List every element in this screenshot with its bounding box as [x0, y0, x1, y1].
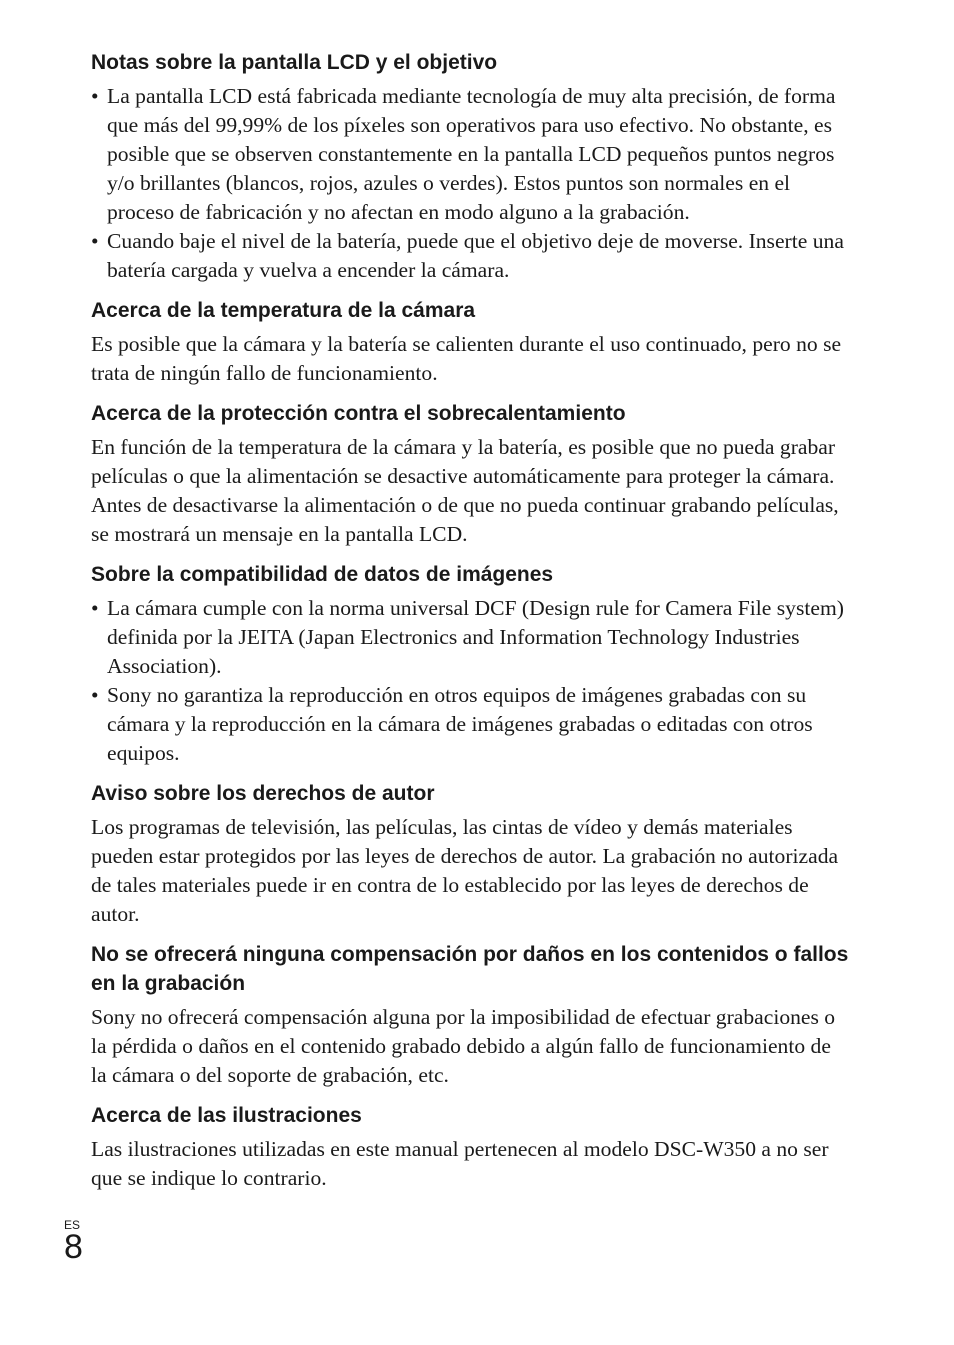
paragraph: En función de la temperatura de la cámara y la batería, es posible que no pueda grabar películas o que la alimentación se desactive automáticamente para proteger la cámara. [91, 435, 836, 488]
section-heading: Acerca de las ilustraciones [91, 1104, 362, 1127]
list-item-text: La cámara cumple con la norma universal DCF (Design rule for Camera File system) definida por la JEITA (Japan Electronics and Information Technology Industries Association). [107, 596, 844, 678]
section-heading: Notas sobre la pantalla LCD y el objetivo [91, 51, 498, 74]
bullet-list [91, 594, 851, 768]
paragraph: Sony no ofrecerá compensación alguna por la imposibilidad de efectuar grabaciones o la pérdida o daños en el contenido grabado debido a algún fallo de funcionamiento de la cámara o del soporte de grabación, etc. [91, 1005, 836, 1087]
section-heading: No se ofrecerá ninguna compensación por daños en los contenidos o fallos en la grabación [91, 943, 849, 995]
list-item-text: Sony no garantiza la reproducción en otros equipos de imágenes grabadas con su cámara y la reproducción en la cámara de imágenes grabadas o editadas con otros equipos. [107, 683, 813, 765]
section-heading: Acerca de la temperatura de la cámara [91, 299, 476, 322]
paragraph: Los programas de televisión, las películas, las cintas de vídeo y demás materiales pueden estar protegidos por las leyes de derechos de autor. La grabación no autorizada de tales materiales puede ir en contra de lo establecido por las leyes de derechos de autor. [91, 815, 839, 926]
language-code: ES [64, 1218, 81, 1232]
list-item [91, 82, 851, 227]
section-no-compensation [91, 940, 851, 1090]
section-illustrations [91, 1101, 851, 1193]
section-heading: Acerca de la protección contra el sobrecalentamiento [91, 402, 626, 425]
bullet-list [91, 82, 851, 285]
list-item [91, 227, 851, 285]
bullet-marker: • [91, 596, 99, 620]
list-item-text: La pantalla LCD está fabricada mediante tecnología de muy alta precisión, de forma que más del 99,99% de los píxeles son operativos para uso efectivo. No obstante, es posible que se observen constantemente en la pantalla LCD pequeños puntos negros y/o brillantes (blancos, rojos, azules o verdes). Estos puntos son normales en el proceso de fabricación y no afectan en modo alguno a la grabación. [107, 84, 836, 224]
section-temperature [91, 296, 851, 388]
paragraph: Antes de desactivarse la alimentación o de que no pueda continuar grabando películas, se mostrará un mensaje en la pantalla LCD. [91, 493, 839, 546]
list-item [91, 594, 851, 681]
paragraph: Las ilustraciones utilizadas en este manual pertenecen al modelo DSC-W350 a no ser que se indique lo contrario. [91, 1137, 829, 1190]
paragraph: Es posible que la cámara y la batería se calienten durante el uso continuado, pero no se trata de ningún fallo de funcionamiento. [91, 332, 842, 385]
list-item-text: Cuando baje el nivel de la batería, puede que el objetivo deje de moverse. Inserte una batería cargada y vuelva a encender la cámara. [107, 229, 844, 282]
bullet-marker: • [91, 229, 99, 253]
bullet-marker: • [91, 683, 99, 707]
page-number: 8 [64, 1228, 83, 1266]
bullet-marker: • [91, 84, 99, 108]
section-heading: Sobre la compatibilidad de datos de imágenes [91, 563, 554, 586]
section-lcd-notes [91, 48, 851, 285]
list-item [91, 681, 851, 768]
section-image-compatibility [91, 560, 851, 768]
section-copyright [91, 779, 851, 929]
page-content [91, 48, 851, 1204]
section-overheat-protection [91, 399, 851, 549]
section-heading: Aviso sobre los derechos de autor [91, 782, 435, 805]
page-folio [64, 1218, 83, 1264]
